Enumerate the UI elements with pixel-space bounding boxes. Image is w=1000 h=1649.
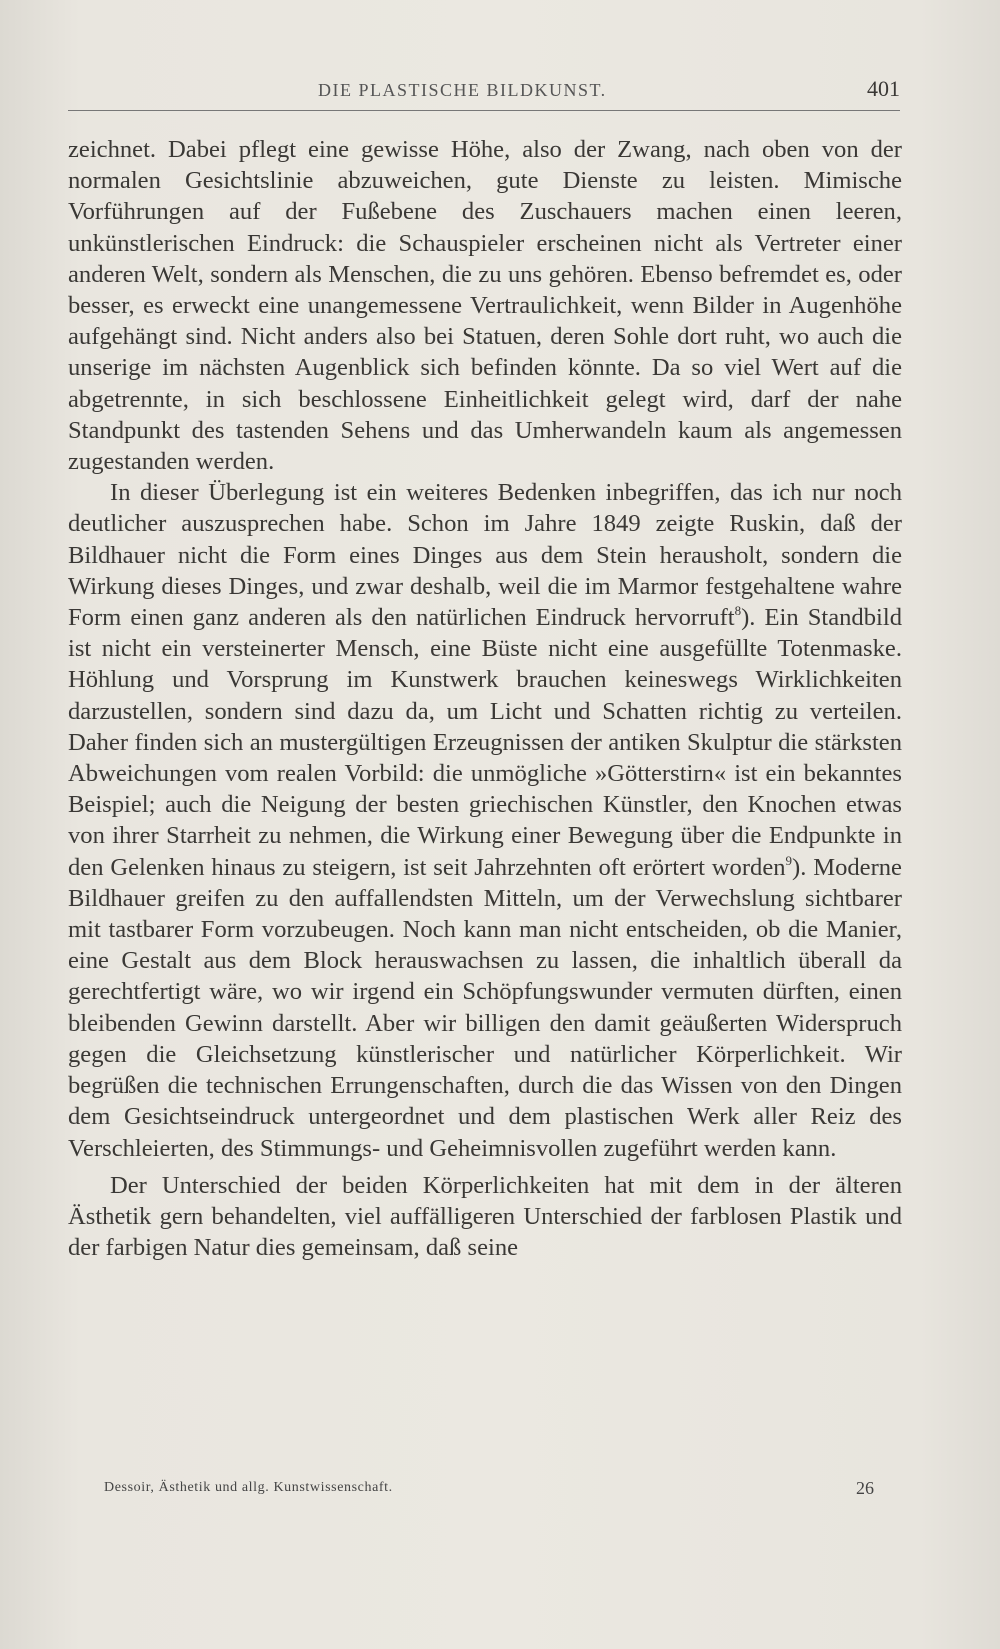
paragraph-text: ). Ein Standbild ist nicht ein versteinerter Mensch, eine Büste nicht eine ausgefüllte Totenmaske. Höhlung und Vorsprung im Kunstwerk brauchen keineswegs Wirklichkeiten darzustellen, sondern sind dazu da, um Licht und Schatten richtig zu verteilen. Daher finden sich an mustergültigen Erzeugnissen der antiken Skulptur die stärksten Abweichungen vom realen Vorbild: die unmögliche »Götterstirn« ist ein bekanntes Beispiel; auch die Neigung der besten griechischen Künstler, den Knochen etwas von ihrer Starrheit zu nehmen, die Wirkung einer Bewegung über die Endpunkte in den Gelenken hinaus zu steigern, ist seit Jahrzehnten oft erörtert worden	[68, 604, 902, 881]
signature-number: 26	[856, 1478, 874, 1498]
paragraph-text: ). Moderne Bildhauer greifen zu den auffallendsten Mitteln, um der Verwechslung sichtbarer mit tastbarer Form vorzubeugen. Noch kann man nicht entscheiden, ob die Manier, eine Gestalt aus dem Block herauswachsen zu lassen, die inhaltlich überall da gerechtfertigt wäre, wo wir irgend ein Schöpfungswunder vermuten dürften, einen bleibenden Gewinn darstellt. Aber wir billigen den damit geäußerten Widerspruch gegen die Gleichsetzung künstlerischer und natürlicher Körperlichkeit. Wir begrüßen die technischen Errungenschaften, durch die das Wissen von den Dingen dem Gesichtseindruck untergeordnet und dem plastischen Werk aller Reiz des Verschleierten, des Stimmungs- und Geheimnisvollen zugeführt werden kann.	[68, 853, 902, 1162]
paragraph-continuation: zeichnet. Dabei pflegt eine gewisse Höhe, also der Zwang, nach oben von der normalen Gesichtslinie abzuweichen, gute Dienste zu leisten. Mimische Vorführungen auf der Fußebene des Zuschauers machen einen leeren, unkünstlerischen Eindruck: die Schauspieler erscheinen nicht als Vertreter einer anderen Welt, sondern als Menschen, die zu uns gehören. Ebenso befremdet es, oder besser, es erweckt eine unangemessene Vertraulichkeit, wenn Bilder in Augenhöhe aufgehängt sind. Nicht anders also bei Statuen, deren Sohle dort ruht, wo auch die unserige im nächsten Augenblick sich befinden könnte. Da so viel Wert auf die abgetrennte, in sich beschlossene Einheitlichkeit gelegt wird, darf der nahe Standpunkt des tastenden Sehens und das Umherwandeln kaum als angemessen zugestanden werden.	[68, 136, 902, 476]
footnote-marker-8: 8	[734, 603, 742, 619]
header-rule	[68, 110, 900, 111]
body-text	[68, 134, 902, 1263]
paragraph-ruskin	[68, 477, 902, 1163]
running-head	[68, 76, 900, 110]
paragraph-text: In dieser Überlegung ist ein weiteres Bedenken inbegriffen, das ich nur noch deutlicher auszusprechen habe. Schon im Jahre 1849 zeigte Ruskin, daß der Bildhauer nicht die Form eines Dinges aus dem Stein herausholt, sondern die Wirkung dieses Dinges, und zwar deshalb, weil die im Marmor festgehaltene wahre Form einen ganz anderen als den natürlichen Eindruck hervorruft	[68, 479, 902, 632]
printer-signature: Dessoir, Ästhetik und allg. Kunstwissenschaft.	[104, 1480, 393, 1495]
paragraph-unterschied: Der Unterschied der beiden Körperlichkeiten hat mit dem in der älteren Ästhetik gern behandelten, viel auffälligeren Unterschied der farblosen Plastik und der farbigen Natur dies gemeinsam, daß seine	[68, 1171, 902, 1262]
running-title: DIE PLASTISCHE BILDKUNST.	[318, 80, 607, 100]
page-footer	[104, 1478, 874, 1502]
footnote-marker-9: 9	[785, 852, 793, 868]
page-number: 401	[867, 76, 900, 101]
